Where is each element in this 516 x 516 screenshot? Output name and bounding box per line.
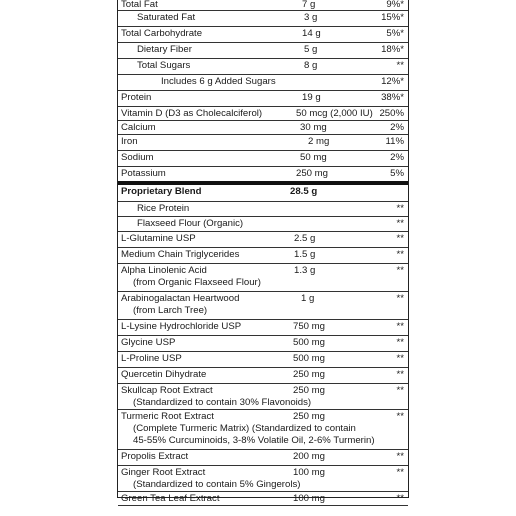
blend-daily-value: ** — [396, 293, 404, 304]
blend-amount: 100 mg — [293, 493, 325, 504]
nutrients-name: Dietary Fiber — [137, 44, 192, 55]
blend-amount: 2.5 g — [294, 233, 316, 244]
blend-daily-value: ** — [396, 385, 404, 396]
blend-row — [118, 466, 408, 492]
nutrients-daily-value: 5%* — [386, 28, 404, 39]
blend-daily-value: ** — [396, 467, 404, 478]
blend-amount: 250 mg — [293, 385, 325, 396]
nutrients-daily-value: 38%* — [381, 92, 404, 103]
blend-daily-value: ** — [396, 353, 404, 364]
nutrients-row — [118, 27, 408, 43]
nutrients-row — [118, 11, 408, 27]
nutrients-name: Vitamin D (D3 as Cholecalciferol) — [121, 108, 263, 119]
blend-amount: 250 mg — [293, 411, 325, 422]
nutrients-daily-value: ** — [396, 60, 404, 71]
nutrients-name: Total Fat — [121, 0, 158, 10]
blend-daily-value: ** — [396, 203, 404, 214]
blend-name: Rice Protein — [137, 203, 190, 214]
nutrients-amount: 8 g — [304, 60, 318, 71]
blend-subtext: (from Organic Flaxseed Flour) — [133, 277, 261, 288]
blend-name: Ginger Root Extract (Standardized to contain 5% Gingerols) — [121, 467, 301, 490]
blend-name: Proprietary Blend — [121, 186, 202, 197]
nutrients-name: Saturated Fat — [137, 12, 196, 23]
nutrients-row — [118, 151, 408, 167]
nutrients-daily-value: 11% — [385, 136, 404, 147]
nutrients-amount: 14 g — [302, 28, 321, 39]
blend-amount: 1.5 g — [294, 249, 316, 260]
nutrients-daily-value: 5% — [390, 168, 404, 179]
blend-amount: 750 mg — [293, 321, 325, 332]
blend-name: Turmeric Root Extract (Complete Turmeric Matrix) (Standardized to contain 45-55% Curcuminoids, 3-8% Volatile Oil, 2-6% Turmerin) — [121, 411, 375, 446]
blend-amount: 250 mg — [293, 369, 325, 380]
nutrients-amount: 50 mg — [300, 152, 327, 163]
blend-daily-value: ** — [396, 218, 404, 229]
blend-name: Skullcap Root Extract (Standardized to contain 30% Flavonoids) — [121, 385, 312, 408]
nutrients-row — [118, 75, 408, 91]
nutrients-name: Protein — [121, 92, 152, 103]
blend-subtext: (from Larch Tree) — [133, 305, 208, 316]
blend-name: Green Tea Leaf Extract — [121, 493, 220, 504]
blend-row — [118, 292, 408, 320]
nutrients-name: Iron — [121, 136, 138, 147]
blend-amount: 500 mg — [293, 353, 325, 364]
blend-row — [118, 248, 408, 264]
blend-name: L-Lysine Hydrochloride USP — [121, 321, 242, 332]
blend-row — [118, 202, 408, 217]
nutrients-name: Calcium — [121, 122, 156, 133]
blend-subtext: (Standardized to contain 5% Gingerols) — [133, 479, 301, 490]
blend-amount: 1.3 g — [294, 265, 316, 276]
supplement-facts-panel — [117, 0, 409, 504]
nutrients-row — [118, 121, 408, 135]
blend-daily-value: ** — [396, 233, 404, 244]
nutrients-row — [118, 135, 408, 151]
nutrients-amount: 250 mg — [296, 168, 328, 179]
nutrients-name: Total Sugars — [137, 60, 191, 71]
nutrients-name: Includes 6 g Added Sugars — [161, 76, 276, 87]
nutrients-amount: 5 g — [304, 44, 318, 55]
nutrients-row — [118, 167, 408, 185]
blend-daily-value: ** — [396, 265, 404, 276]
blend-row — [118, 352, 408, 368]
blend-name: Medium Chain Triglycerides — [121, 249, 240, 260]
blend-row — [118, 320, 408, 336]
nutrients-daily-value: 9%* — [386, 0, 404, 10]
blend-row — [118, 384, 408, 410]
blend-subtext: (Standardized to contain 30% Flavonoids) — [133, 397, 312, 408]
blend-name: Flaxseed Flour (Organic) — [137, 218, 244, 229]
nutrient-table — [118, 0, 408, 185]
blend-amount: 1 g — [301, 293, 315, 304]
blend-subtext: (Complete Turmeric Matrix) (Standardized to contain — [133, 423, 356, 434]
nutrients-name: Potassium — [121, 168, 166, 179]
nutrients-daily-value: 15%* — [381, 12, 404, 23]
nutrients-daily-value: 250% — [379, 108, 404, 119]
blend-daily-value: ** — [396, 321, 404, 332]
blend-row — [118, 336, 408, 352]
blend-row — [118, 217, 408, 232]
blend-amount: 28.5 g — [290, 186, 318, 197]
nutrients-daily-value: 12%* — [381, 76, 404, 87]
nutrients-daily-value: 18%* — [381, 44, 404, 55]
blend-row — [118, 450, 408, 466]
nutrients-daily-value: 2% — [390, 122, 404, 133]
blend-amount: 500 mg — [293, 337, 325, 348]
blend-daily-value: ** — [396, 369, 404, 380]
blend-name: L-Glutamine USP — [121, 233, 196, 244]
nutrients-row — [118, 91, 408, 107]
blend-name: Propolis Extract — [121, 451, 189, 462]
nutrients-amount: 2 mg — [308, 136, 330, 147]
nutrients-name: Total Carbohydrate — [121, 28, 203, 39]
nutrients-row — [118, 0, 408, 11]
nutrients-amount: 50 mcg (2,000 IU) — [296, 108, 373, 119]
blend-amount: 100 mg — [293, 467, 325, 478]
blend-row — [118, 232, 408, 248]
blend-row — [118, 368, 408, 384]
nutrients-amount: 3 g — [304, 12, 318, 23]
blend-name: Glycine USP — [121, 337, 176, 348]
nutrients-amount: 30 mg — [300, 122, 327, 133]
blend-name: Arabinogalactan Heartwood (from Larch Tree) — [121, 293, 240, 316]
nutrients-row — [118, 59, 408, 75]
blend-amount: 200 mg — [293, 451, 325, 462]
blend-name: L-Proline USP — [121, 353, 182, 364]
blend-row — [118, 264, 408, 292]
nutrients-daily-value: 2% — [390, 152, 404, 163]
blend-name: Alpha Linolenic Acid (from Organic Flaxseed Flour) — [121, 265, 261, 288]
nutrients-name: Sodium — [121, 152, 154, 163]
blend-daily-value: ** — [396, 451, 404, 462]
nutrients-row — [118, 43, 408, 59]
blend-daily-value: ** — [396, 249, 404, 260]
nutrients-row — [118, 107, 408, 121]
blend-table — [118, 185, 408, 506]
blend-daily-value: ** — [396, 337, 404, 348]
blend-subtext: 45-55% Curcuminoids, 3-8% Volatile Oil, 2-6% Turmerin) — [133, 435, 375, 446]
nutrients-amount: 7 g — [302, 0, 316, 10]
blend-name: Quercetin Dihydrate — [121, 369, 207, 380]
blend-daily-value: ** — [396, 493, 404, 504]
blend-daily-value: ** — [396, 411, 404, 422]
blend-row — [118, 410, 408, 450]
blend-row — [118, 492, 408, 506]
blend-row — [118, 185, 408, 202]
nutrients-amount: 19 g — [302, 92, 321, 103]
